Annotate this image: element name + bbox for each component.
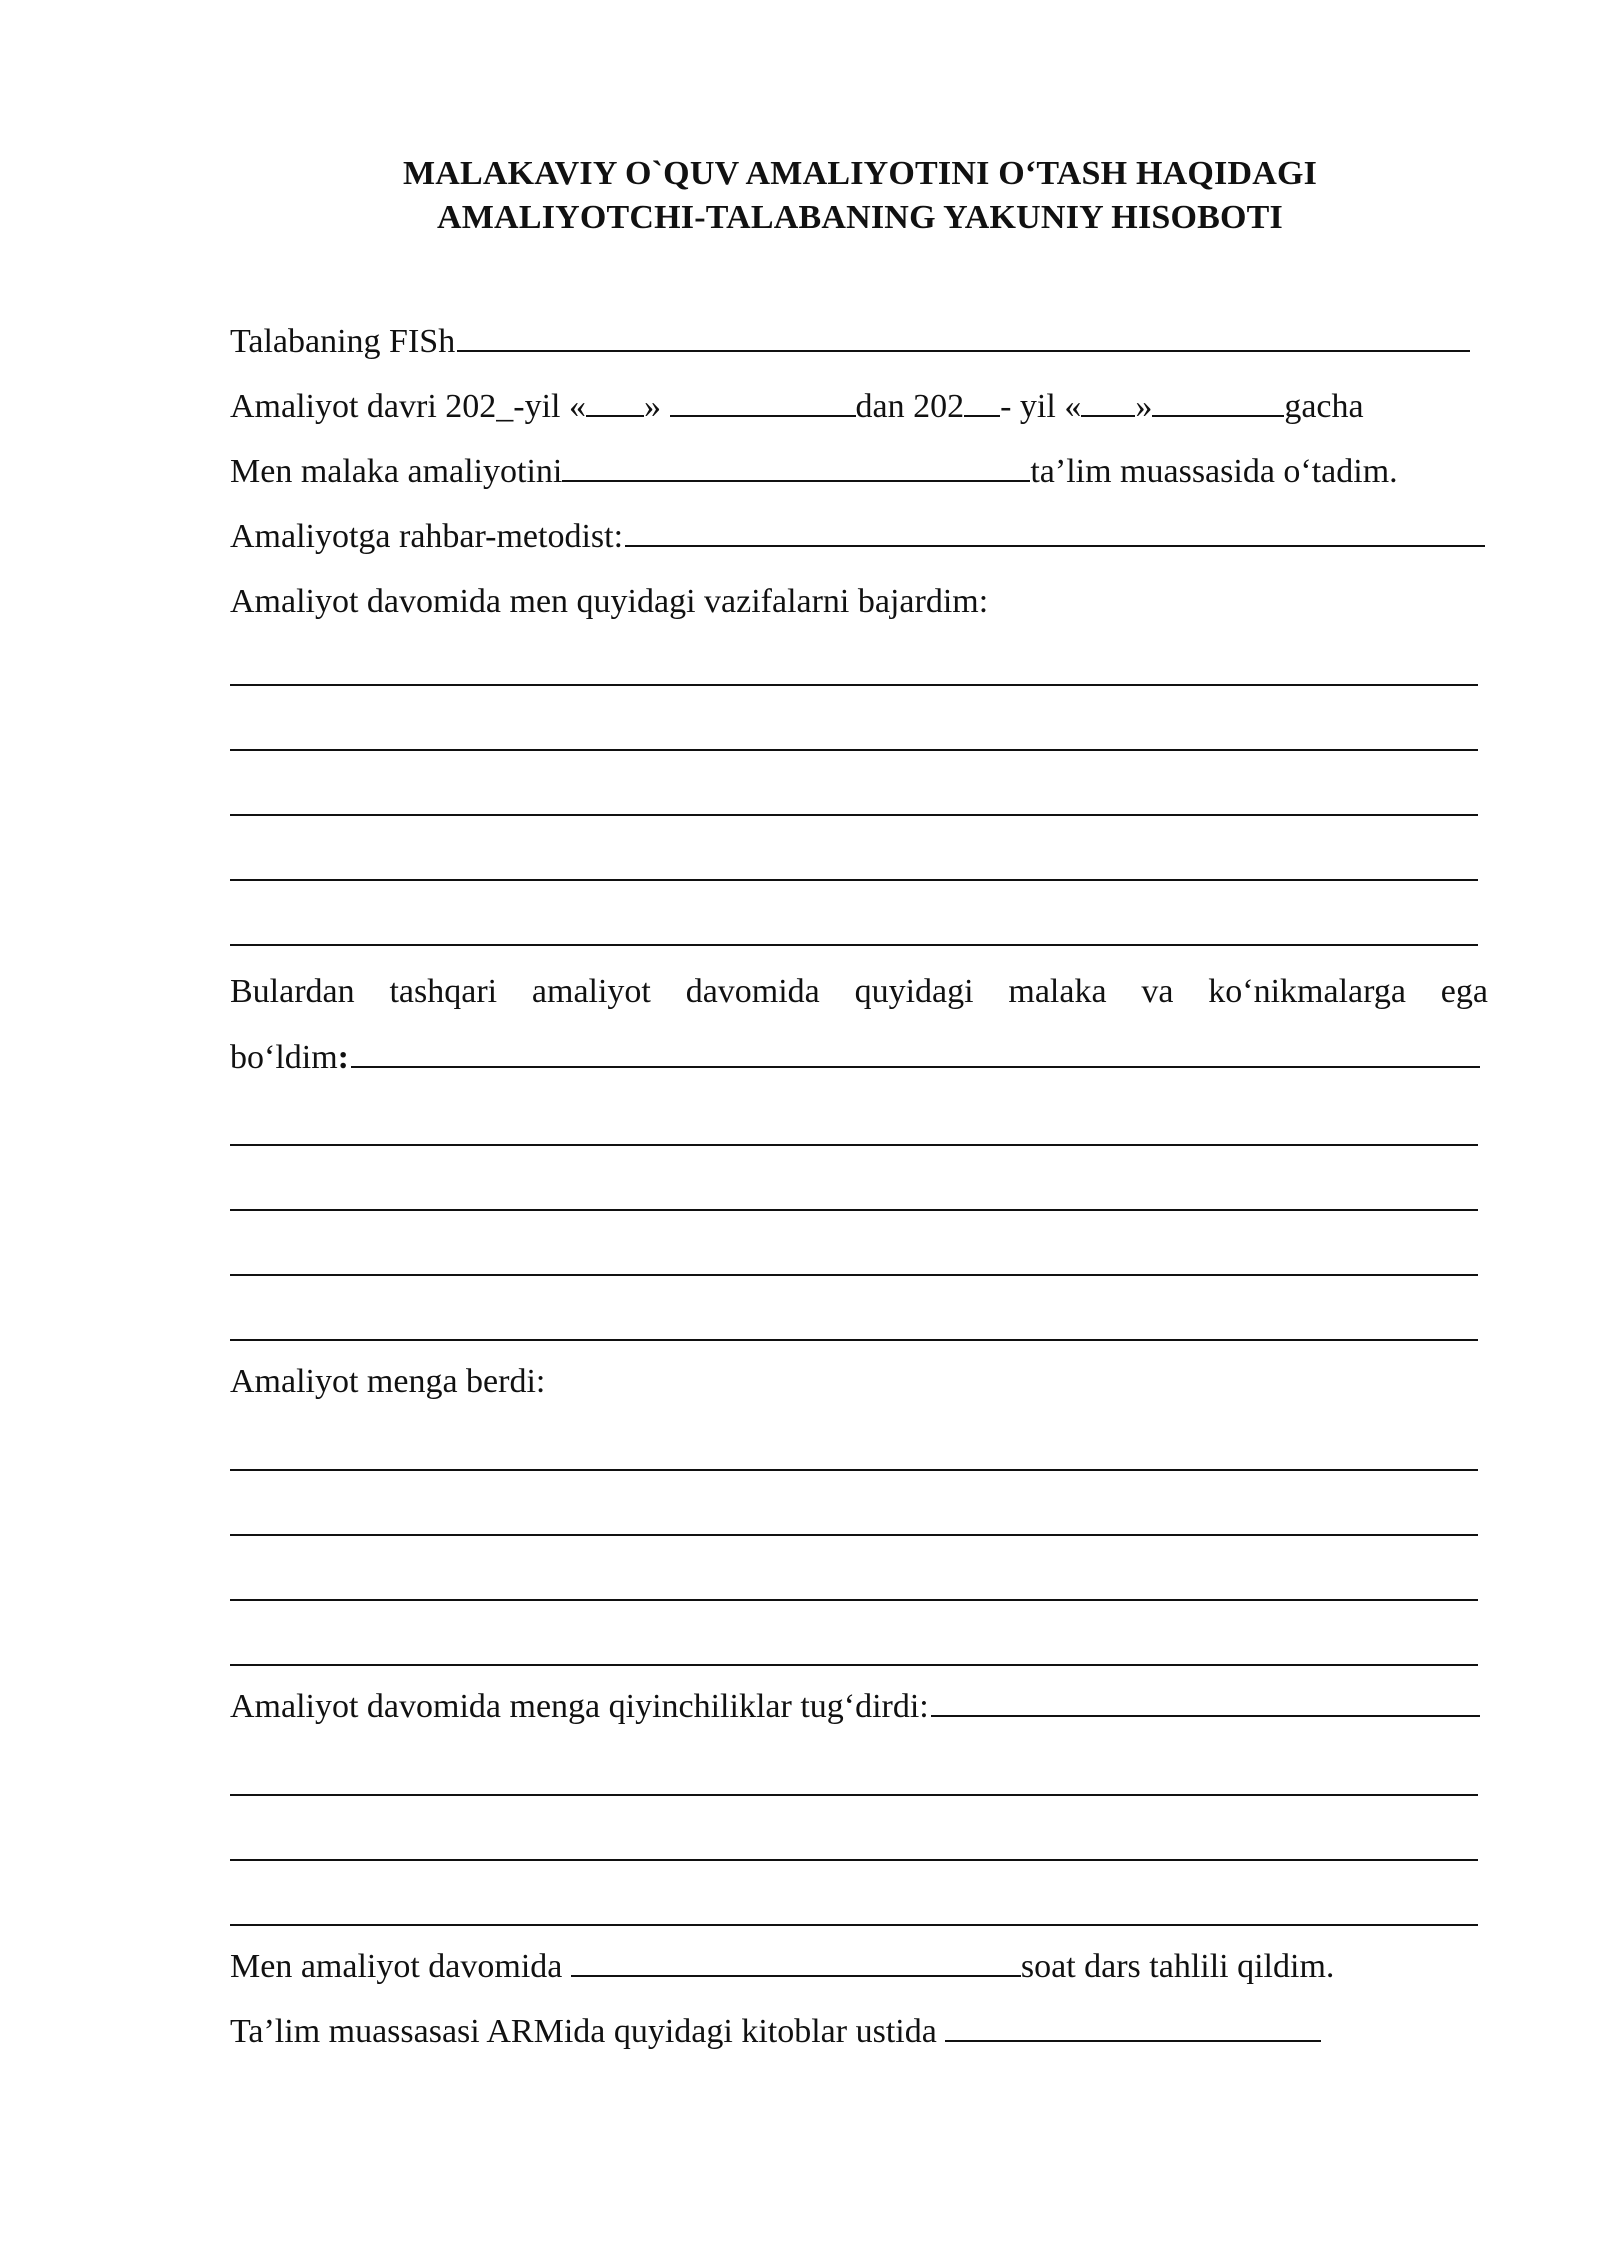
- tasks-answer-line-2[interactable]: [230, 749, 1478, 751]
- gave-answer-line-4[interactable]: [230, 1664, 1478, 1666]
- hours-suffix: soat dars tahlili qildim.: [1020, 1948, 1335, 1985]
- skills-label-word: bo‘ldim: [230, 1039, 338, 1076]
- library-row: [230, 2007, 1487, 2057]
- institution-prefix: Men malaka amaliyotini: [230, 453, 563, 490]
- skills-answer-line-4[interactable]: [230, 1339, 1478, 1341]
- skills-word: quyidagi: [854, 973, 974, 1010]
- skills-answer-line-3[interactable]: [230, 1274, 1478, 1276]
- student-name-row: [230, 317, 1470, 367]
- gave-row: [230, 1357, 1487, 1407]
- skills-word: ko‘nikmalarga: [1208, 973, 1406, 1010]
- period-text-3: dan 202: [855, 388, 965, 425]
- difficulties-field[interactable]: [931, 1689, 1480, 1717]
- period-end-year-field[interactable]: [964, 389, 1000, 417]
- skills-answer-line-0[interactable]: [351, 1040, 1480, 1068]
- report-title-line-1: MALAKAVIY O`QUV AMALIYOTINI O‘TASH HAQIDAGI: [402, 155, 1318, 192]
- hours-row: [230, 1942, 1487, 1992]
- period-start-month-field[interactable]: [670, 389, 856, 417]
- gave-answer-line-2[interactable]: [230, 1534, 1478, 1536]
- tasks-answer-line-3[interactable]: [230, 814, 1478, 816]
- tasks-answer-line-1[interactable]: [230, 684, 1478, 686]
- gave-label: Amaliyot menga berdi:: [230, 1363, 546, 1400]
- tasks-answer-line-5[interactable]: [230, 944, 1478, 946]
- period-end-month-field[interactable]: [1152, 389, 1284, 417]
- period-text-2: »: [644, 388, 662, 425]
- skills-word: malaka: [1008, 973, 1107, 1010]
- period-end-day-field[interactable]: [1081, 389, 1135, 417]
- skills-word: amaliyot: [531, 973, 651, 1010]
- gave-answer-line-1[interactable]: [230, 1469, 1478, 1471]
- report-title-line-2: AMALIYOTCHI-TALABANING YAKUNIY HISOBOTI: [437, 199, 1283, 236]
- library-books-field[interactable]: [945, 2014, 1321, 2042]
- skills-word: davomida: [685, 973, 820, 1010]
- period-text-1: Amaliyot davri 202_-yil «: [230, 388, 587, 425]
- skills-word: tashqari: [389, 973, 498, 1010]
- hours-prefix: Men amaliyot davomida: [230, 1948, 571, 1985]
- period-text-5: »: [1135, 388, 1153, 425]
- difficulties-answer-line-3[interactable]: [230, 1924, 1478, 1926]
- supervisor-label: Amaliyotga rahbar-metodist:: [230, 518, 624, 555]
- library-label: Ta’lim muassasasi ARMida quyidagi kitoblar ustida: [230, 2013, 946, 2050]
- skills-label-line-2: [230, 1033, 1480, 1083]
- skills-label-line-1: [230, 967, 1488, 1017]
- period-text-6: gacha: [1284, 388, 1364, 425]
- skills-word: Bulardan: [230, 973, 355, 1010]
- period-row: [230, 382, 1487, 432]
- period-start-day-field[interactable]: [586, 389, 644, 417]
- skills-label-colon: :: [337, 1039, 349, 1076]
- tasks-label: Amaliyot davomida men quyidagi vazifalarni bajardim:: [230, 583, 989, 620]
- skills-word: ega: [1440, 973, 1488, 1010]
- institution-row: [230, 447, 1487, 497]
- tasks-answer-line-4[interactable]: [230, 879, 1478, 881]
- hours-field[interactable]: [571, 1949, 1021, 1977]
- tasks-row: [230, 577, 1487, 627]
- period-text-4: - yil «: [1000, 388, 1082, 425]
- skills-answer-line-1[interactable]: [230, 1144, 1478, 1146]
- skills-answer-line-2[interactable]: [230, 1209, 1478, 1211]
- institution-suffix: ta’lim muassasida o‘tadim.: [1030, 453, 1398, 490]
- skills-word: va: [1141, 973, 1174, 1010]
- difficulties-answer-line-1[interactable]: [230, 1794, 1478, 1796]
- supervisor-field[interactable]: [625, 519, 1485, 547]
- student-name-field[interactable]: [457, 324, 1470, 352]
- institution-field[interactable]: [562, 454, 1030, 482]
- gave-answer-line-3[interactable]: [230, 1599, 1478, 1601]
- difficulties-row: [230, 1682, 1480, 1732]
- supervisor-row: [230, 512, 1485, 562]
- difficulties-answer-line-2[interactable]: [230, 1859, 1478, 1861]
- difficulties-label: Amaliyot davomida menga qiyinchiliklar tug‘dirdi:: [230, 1688, 929, 1725]
- student-name-label: Talabaning FISh: [230, 323, 456, 360]
